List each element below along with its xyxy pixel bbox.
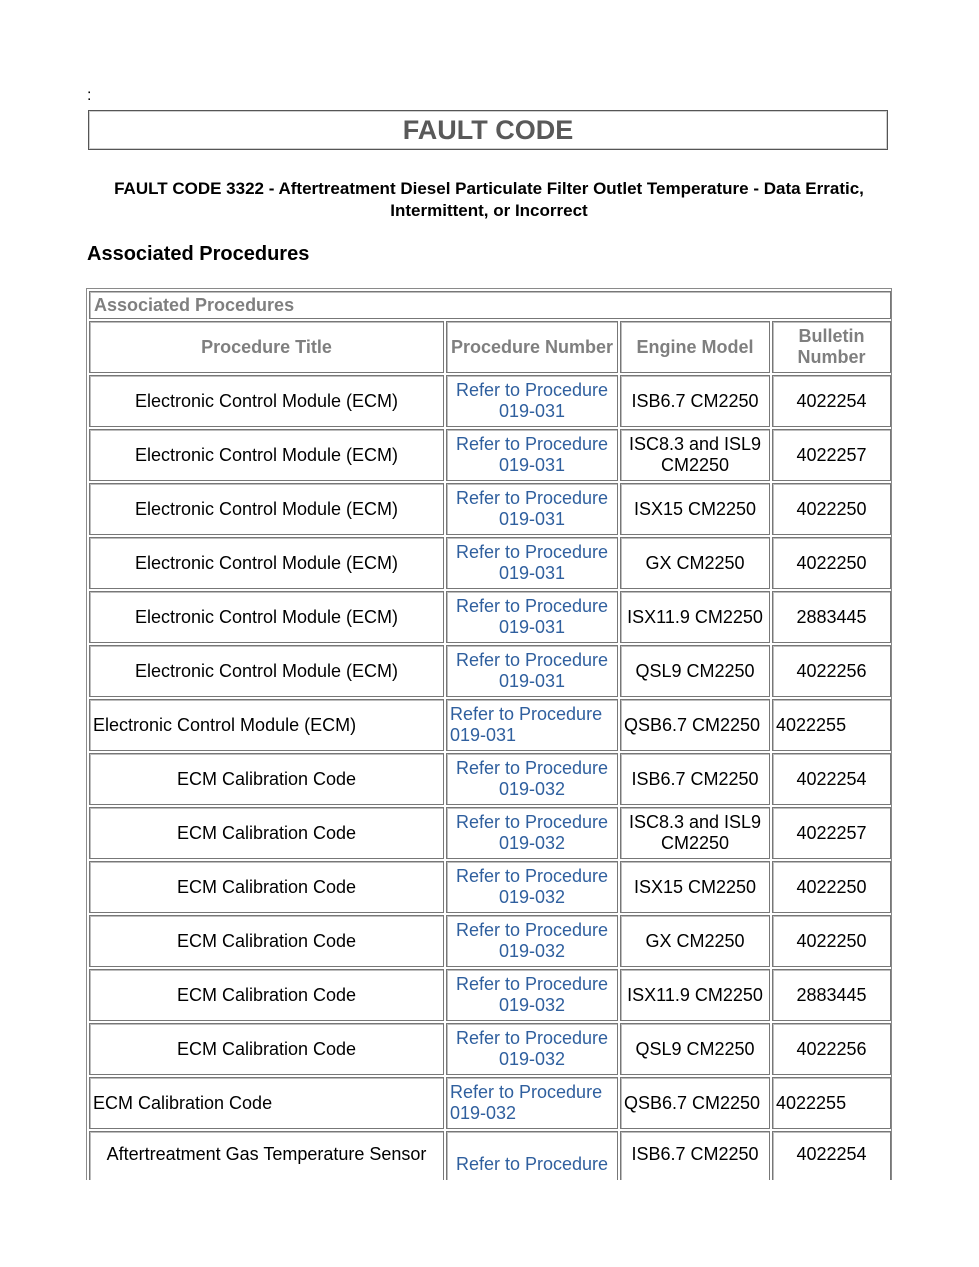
engine-model-cell: QSB6.7 CM2250 (620, 1077, 770, 1129)
procedure-number-cell (446, 969, 618, 1021)
engine-model-cell: ISB6.7 CM2250 (620, 753, 770, 805)
bulletin-number-cell: 2883445 (772, 591, 891, 643)
engine-model-cell: ISC8.3 and ISL9 CM2250 (620, 429, 770, 481)
procedure-title-cell: ECM Calibration Code (89, 1023, 444, 1075)
leading-colon: : (87, 87, 92, 104)
procedure-title-cell: ECM Calibration Code (89, 915, 444, 967)
procedure-title-cell: ECM Calibration Code (89, 753, 444, 805)
bulletin-number-cell: 2883445 (772, 969, 891, 1021)
bulletin-number-cell: 4022255 (772, 699, 891, 751)
table-row (89, 861, 891, 913)
procedure-title-cell: Electronic Control Module (ECM) (89, 591, 444, 643)
table-row (89, 375, 891, 427)
procedure-title-cell: Aftertreatment Gas Temperature Sensor (89, 1131, 444, 1180)
engine-model-cell: GX CM2250 (620, 537, 770, 589)
procedures-table (87, 289, 892, 1180)
header-bulletin-number: Bulletin Number (772, 321, 891, 373)
procedure-link[interactable]: Refer to Procedure 019-031 (455, 434, 609, 475)
header-engine-model: Engine Model (620, 321, 770, 373)
engine-model-cell: ISC8.3 and ISL9 CM2250 (620, 807, 770, 859)
procedure-link[interactable]: Refer to Procedure 019-032 (455, 920, 609, 961)
bulletin-number-cell: 4022250 (772, 861, 891, 913)
bulletin-number-cell: 4022254 (772, 753, 891, 805)
bulletin-number-cell: 4022250 (772, 537, 891, 589)
engine-model-cell: GX CM2250 (620, 915, 770, 967)
procedures-table-container (86, 288, 892, 1180)
engine-model-cell: QSL9 CM2250 (620, 1023, 770, 1075)
table-row (89, 645, 891, 697)
table-row (89, 807, 891, 859)
procedure-number-cell (446, 375, 618, 427)
engine-model-cell: QSL9 CM2250 (620, 645, 770, 697)
procedure-title-cell: ECM Calibration Code (89, 969, 444, 1021)
table-caption-row (89, 291, 891, 319)
procedure-title-cell: Electronic Control Module (ECM) (89, 645, 444, 697)
procedure-number-cell (446, 915, 618, 967)
table-row (89, 915, 891, 967)
engine-model-cell: ISX15 CM2250 (620, 483, 770, 535)
engine-model-cell: ISX11.9 CM2250 (620, 591, 770, 643)
table-body (89, 375, 891, 1180)
procedure-link[interactable]: Refer to Procedure 019-031 (455, 542, 609, 583)
procedure-link[interactable]: Refer to Procedure 019-032 (455, 758, 609, 799)
procedure-number-cell (446, 1023, 618, 1075)
procedure-link[interactable]: Refer to Procedure 019-032 (450, 1082, 603, 1123)
procedure-link[interactable]: Refer to Procedure 019-031 (450, 704, 603, 745)
engine-model-cell: QSB6.7 CM2250 (620, 699, 770, 751)
bulletin-number-cell: 4022256 (772, 645, 891, 697)
header-procedure-number: Procedure Number (446, 321, 618, 373)
table-row (89, 1023, 891, 1075)
header-procedure-title: Procedure Title (89, 321, 444, 373)
procedure-number-cell (446, 1131, 618, 1180)
table-row (89, 1077, 891, 1129)
bulletin-number-cell: 4022250 (772, 915, 891, 967)
procedure-title-cell: Electronic Control Module (ECM) (89, 537, 444, 589)
bulletin-number-cell: 4022257 (772, 429, 891, 481)
bulletin-number-cell: 4022256 (772, 1023, 891, 1075)
bulletin-number-cell: 4022257 (772, 807, 891, 859)
table-row (89, 969, 891, 1021)
procedure-link[interactable]: Refer to Procedure 019-032 (455, 812, 609, 853)
bulletin-number-cell: 4022255 (772, 1077, 891, 1129)
procedure-number-cell (446, 861, 618, 913)
procedure-link[interactable]: Refer to Procedure 019-031 (455, 650, 609, 691)
procedure-link[interactable]: Refer to Procedure 019-031 (455, 380, 609, 421)
procedure-link[interactable]: Refer to Procedure 019-031 (455, 596, 609, 637)
procedure-number-cell (446, 429, 618, 481)
engine-model-cell: ISB6.7 CM2250 (620, 1131, 770, 1180)
bulletin-number-cell: 4022254 (772, 375, 891, 427)
procedure-title-cell: Electronic Control Module (ECM) (89, 483, 444, 535)
engine-model-cell: ISX15 CM2250 (620, 861, 770, 913)
procedure-link[interactable]: Refer to Procedure 019-032 (455, 1028, 609, 1069)
procedure-number-cell (446, 753, 618, 805)
procedure-link[interactable]: Refer to Procedure 019-032 (455, 866, 609, 907)
procedure-number-cell (446, 1077, 618, 1129)
engine-model-cell: ISB6.7 CM2250 (620, 375, 770, 427)
procedure-number-cell (446, 537, 618, 589)
table-row (89, 753, 891, 805)
table-row (89, 483, 891, 535)
bulletin-number-cell: 4022254 (772, 1131, 891, 1180)
table-caption: Associated Procedures (89, 291, 891, 319)
procedure-link[interactable]: Refer to Procedure 019-032 (455, 974, 609, 1015)
procedure-title-cell: ECM Calibration Code (89, 1077, 444, 1129)
procedure-number-cell (446, 591, 618, 643)
procedure-number-cell (446, 699, 618, 751)
procedure-number-cell (446, 483, 618, 535)
table-row (89, 699, 891, 751)
procedure-link[interactable]: Refer to Procedure 019-031 (455, 488, 609, 529)
engine-model-cell: ISX11.9 CM2250 (620, 969, 770, 1021)
procedure-title-cell: ECM Calibration Code (89, 861, 444, 913)
procedure-title-cell: Electronic Control Module (ECM) (89, 699, 444, 751)
procedure-title-cell: Electronic Control Module (ECM) (89, 429, 444, 481)
procedure-link[interactable]: Refer to Procedure (455, 1154, 609, 1174)
fault-code-banner (88, 110, 888, 150)
table-row (89, 429, 891, 481)
section-title: Associated Procedures (87, 243, 310, 265)
procedure-number-cell (446, 807, 618, 859)
procedure-title-cell: ECM Calibration Code (89, 807, 444, 859)
table-row (89, 1131, 891, 1180)
banner-title: FAULT CODE (402, 114, 574, 145)
bulletin-number-cell: 4022250 (772, 483, 891, 535)
procedure-title-cell: Electronic Control Module (ECM) (89, 375, 444, 427)
procedure-number-cell (446, 645, 618, 697)
table-row (89, 537, 891, 589)
table-row (89, 591, 891, 643)
table-header-row (89, 321, 891, 373)
fault-code-heading: FAULT CODE 3322 - Aftertreatment Diesel Particulate Filter Outlet Temperature - Data Erratic, Intermittent, or Incorrect (114, 179, 864, 220)
